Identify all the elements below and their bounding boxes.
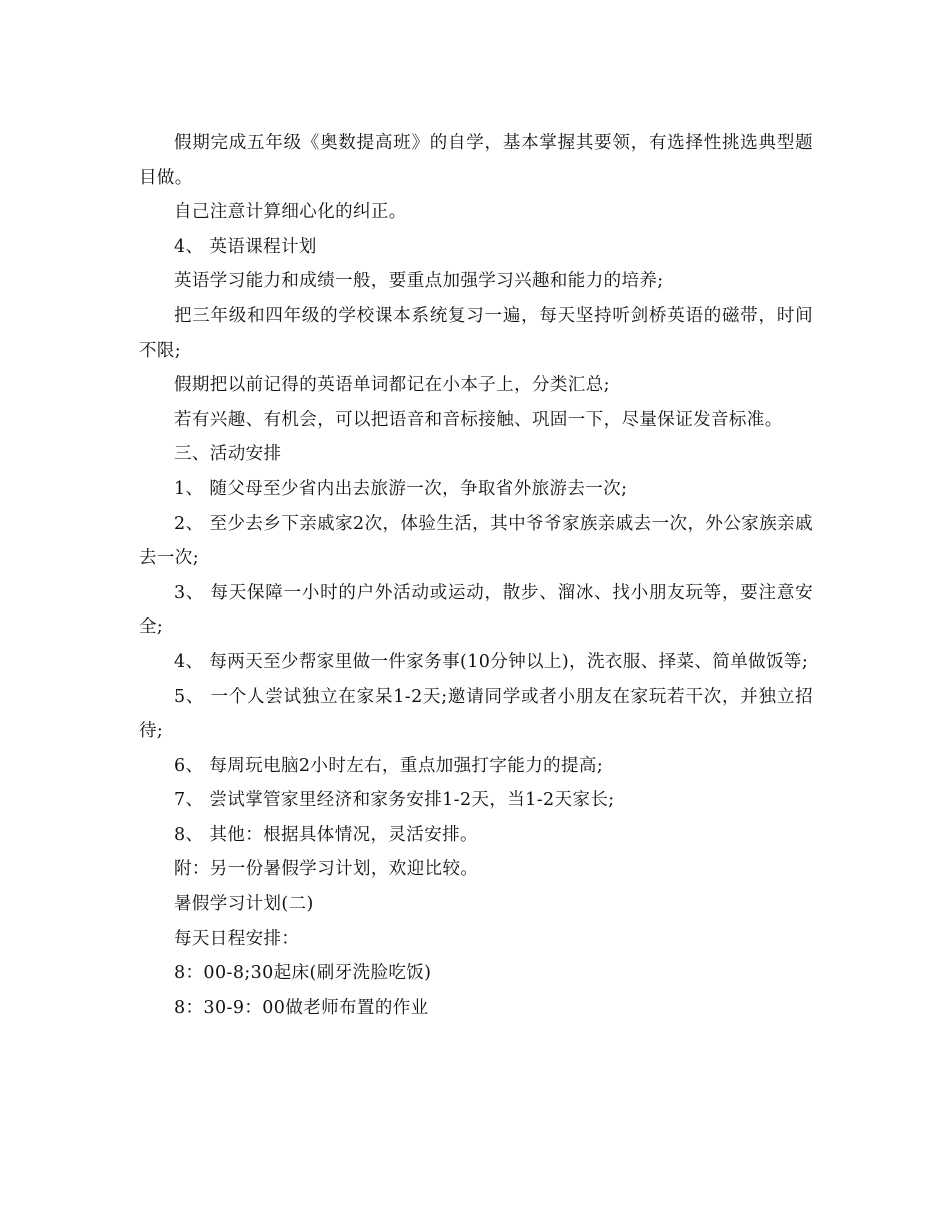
activity-item-3: 3、 每天保障一小时的户外活动或运动，散步、溜冰、找小朋友玩等，要注意安全;: [139, 582, 813, 638]
activity-item-7: 7、 尝试掌管家里经济和家务安排1-2天，当1-2天家长;: [174, 790, 615, 811]
activity-item-6: 6、 每周玩电脑2小时左右，重点加强打字能力的提高;: [174, 755, 604, 776]
paragraph-english-phonetics: 若有兴趣、有机会，可以把语音和音标接触、巩固一下，尽量保证发音标准。: [174, 409, 783, 430]
activity-item-4: 4、 每两天至少帮家里做一件家务事(10分钟以上)，洗衣服、择菜、简单做饭等;: [174, 651, 809, 672]
activity-item-8: 8、 其他：根据具体情况，灵活安排。: [174, 824, 478, 845]
appendix-note: 附：另一份暑假学习计划，欢迎比较。: [174, 859, 479, 880]
activity-item-1: 1、 随父母至少省内出去旅游一次，争取省外旅游去一次;: [174, 478, 628, 499]
activity-item-5: 5、 一个人尝试独立在家呆1-2天;邀请同学或者小朋友在家玩若干次，并独立招待;: [139, 686, 813, 742]
heading-activities: 三、活动安排: [174, 444, 282, 465]
activity-item-2: 2、 至少去乡下亲戚家2次，体验生活，其中爷爷家族亲戚去一次，外公家族亲戚去一次;: [139, 513, 813, 569]
heading-study-plan-2: 暑假学习计划(二): [174, 894, 314, 915]
paragraph-calc-care: 自己注意计算细心化的纠正。: [174, 202, 407, 223]
heading-english-plan: 4、 英语课程计划: [174, 236, 317, 257]
paragraph-math-self-study: 假期完成五年级《奥数提高班》的自学，基本掌握其要领，有选择性挑选典型题目做。: [139, 133, 813, 188]
schedule-item-wake: 8：00-8;30起床(刷牙洗脸吃饭): [174, 963, 432, 984]
schedule-item-homework: 8：30-9：00做老师布置的作业: [174, 997, 429, 1018]
document-body: [139, 126, 813, 1025]
paragraph-english-words: 假期把以前记得的英语单词都记在小本子上，分类汇总;: [174, 375, 610, 396]
paragraph-english-ability: 英语学习能力和成绩一般，要重点加强学习兴趣和能力的培养;: [174, 271, 664, 292]
paragraph-english-review: 把三年级和四年级的学校课本系统复习一遍，每天坚持听剑桥英语的磁带，时间不限;: [139, 305, 813, 361]
heading-daily-schedule: 每天日程安排：: [174, 928, 300, 949]
